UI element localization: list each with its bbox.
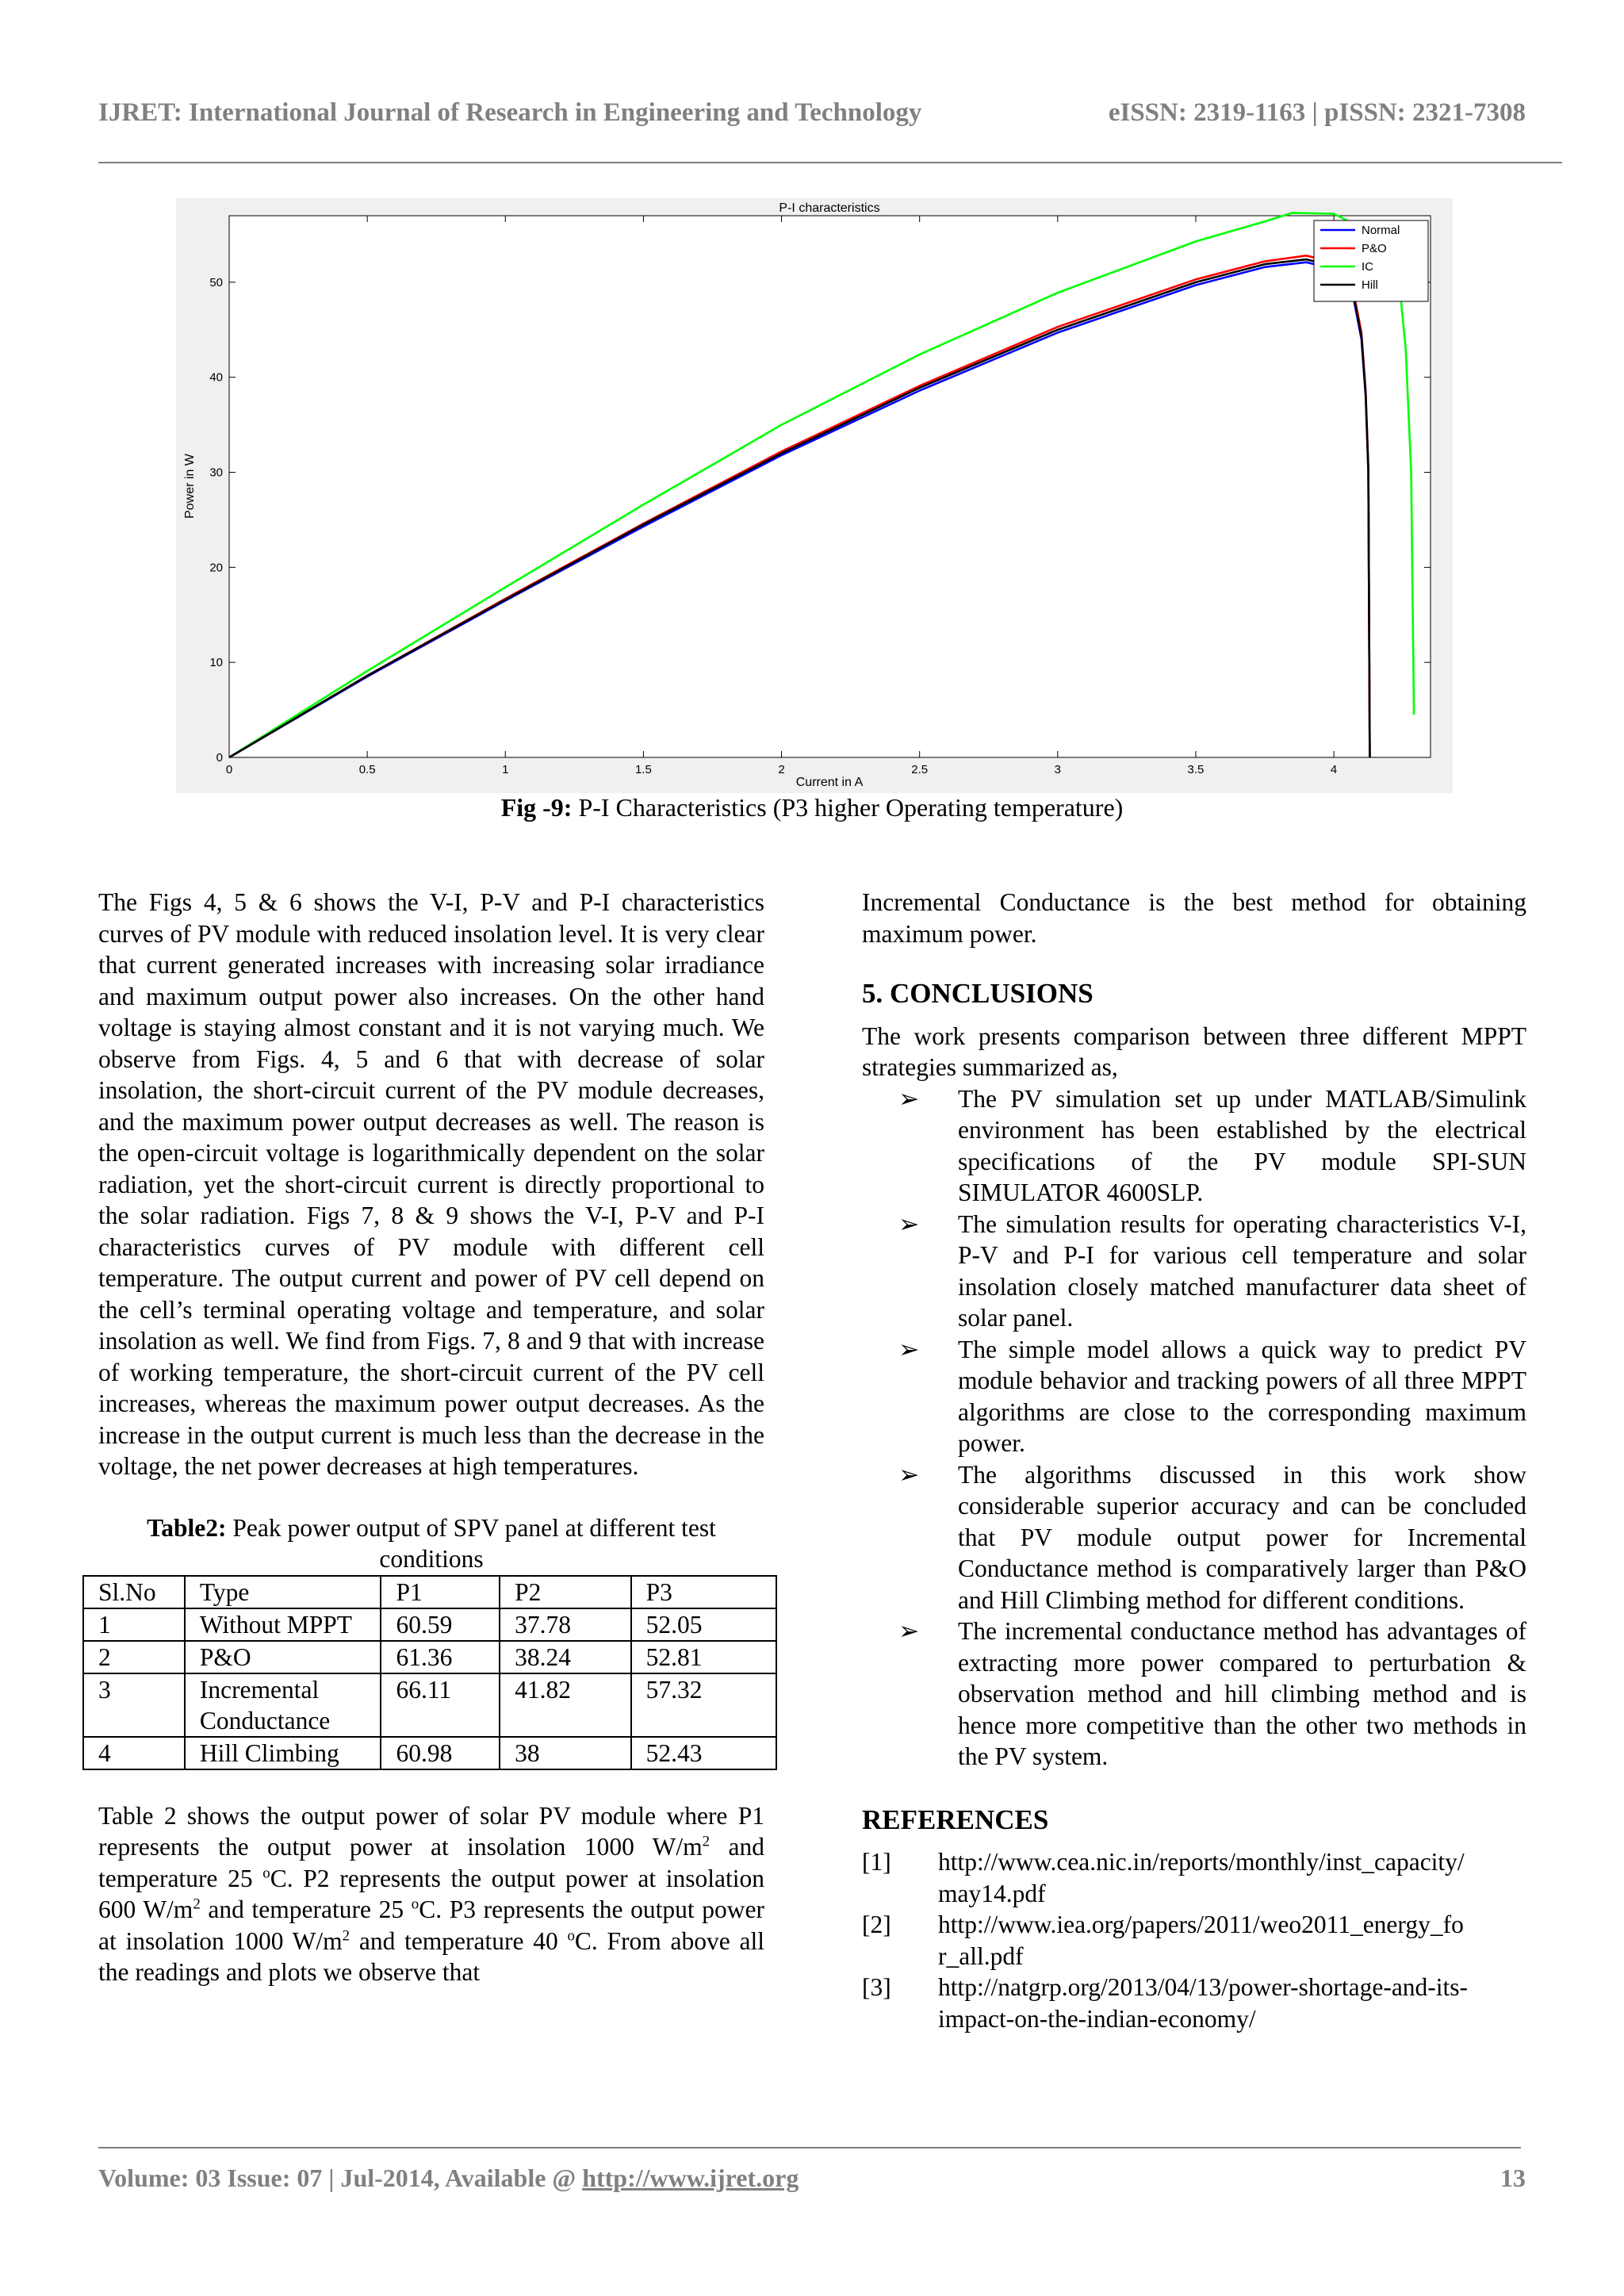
x-tick-label: 2.5: [911, 763, 929, 776]
list-item-text: The incremental conductance method has advantages of extracting more power compared to perturbation & observation method and hill climbing method and is hence more competitive than the other two methods in the PV system.: [958, 1617, 1526, 1770]
page-number: 13: [1500, 2164, 1526, 2192]
table-cell: 37.78: [500, 1608, 631, 1641]
table-cell: 41.82: [500, 1673, 631, 1737]
table-header-cell: P2: [500, 1576, 631, 1608]
arrow-bullet-icon: ➢: [898, 1335, 920, 1363]
table-cell: 60.59: [381, 1608, 500, 1641]
pi-chart: [176, 198, 1453, 793]
reference-url-line: http://www.cea.nic.in/reports/monthly/inst_capacity/: [938, 1848, 1465, 1876]
table-cell: 38.24: [500, 1641, 631, 1673]
y-tick-label: 50: [209, 275, 223, 289]
reference-number: [3]: [862, 1973, 891, 2001]
table-cell: 1: [83, 1608, 185, 1641]
table-caption-text: Peak power output of SPV panel at different test conditions: [226, 1513, 716, 1573]
list-item: [862, 1616, 1526, 1773]
table-cell: Without MPPT: [185, 1608, 381, 1641]
y-tick-label: 20: [209, 561, 223, 575]
y-tick-label: 40: [209, 370, 223, 385]
table-cell: Hill Climbing: [185, 1737, 381, 1769]
x-tick-label: 1.5: [634, 763, 652, 776]
superscript: 2: [342, 1927, 350, 1944]
table-row: [83, 1673, 776, 1737]
y-axis-label: Power in W: [183, 454, 197, 519]
body-paragraph-2: [98, 1800, 764, 1988]
table-row: [83, 1737, 776, 1769]
list-item-text: The simple model allows a quick way to predict PV module behavior and tracking powers of all three MPPT algorithms are close to the corresponding maximum power.: [958, 1335, 1526, 1457]
para2-part: and temperature 25: [98, 1833, 764, 1892]
arrow-bullet-icon: ➢: [898, 1209, 920, 1238]
table-cell: 52.43: [631, 1737, 776, 1769]
list-item-text: The simulation results for operating characteristics V-I, P-V and P-I for various cell temperature and solar insolation closely matched manufacturer data sheet of solar panel.: [958, 1209, 1526, 1332]
reference-number: [2]: [862, 1911, 891, 1938]
para2-part: C. P2 represents the output power at insolation 600 W/m: [98, 1864, 764, 1923]
reference-item: [862, 1846, 1526, 1909]
superscript: o: [411, 1895, 419, 1913]
conclusions-intro: The work presents comparison between three different MPPT strategies summarized as,: [862, 1022, 1526, 1081]
right-column: [862, 887, 1526, 2034]
table-cell: 38: [500, 1737, 631, 1769]
superscript: o: [262, 1865, 270, 1881]
reference-number: [1]: [862, 1848, 891, 1876]
table-cell: 57.32: [631, 1673, 776, 1737]
table-cell: 3: [83, 1673, 185, 1737]
table-cell: 4: [83, 1737, 185, 1769]
reference-url-line: r_all.pdf: [938, 1941, 1024, 1970]
chart-legend: [1314, 220, 1428, 301]
issn: eISSN: 2319-1163 | pISSN: 2321-7308: [1108, 98, 1526, 127]
arrow-bullet-icon: ➢: [898, 1617, 920, 1645]
legend-label: IC: [1362, 260, 1373, 274]
table-cell: 66.11: [381, 1673, 500, 1737]
x-tick-label: 4: [1330, 763, 1338, 776]
x-axis-label: Current in A: [795, 776, 864, 789]
arrow-bullet-icon: ➢: [898, 1460, 920, 1489]
figure-pi-characteristics: [176, 198, 1453, 793]
legend-label: Normal: [1362, 224, 1400, 237]
reference-url-line: impact-on-the-indian-economy/: [938, 2004, 1256, 2033]
table-cell: P&O: [185, 1641, 381, 1673]
superscript: o: [567, 1927, 575, 1944]
journal-title: IJRET: International Journal of Research in Engineering and Technology: [98, 98, 922, 127]
table-header-cell: Type: [185, 1576, 381, 1608]
x-tick-label: 3: [1054, 763, 1061, 776]
list-item: [862, 1459, 1526, 1616]
para2-part: Table 2 shows the output power of solar PV module where P1 represents the output power at insolation 1000 W/m: [98, 1801, 764, 1861]
table-header-cell: Sl.No: [83, 1576, 185, 1608]
x-tick-label: 1: [502, 763, 509, 776]
footer-text: Volume: 03 Issue: 07 | Jul-2014, Available @: [98, 2164, 583, 2192]
figure-caption: [0, 793, 1624, 822]
page-header: [98, 98, 1526, 138]
x-tick-label: 2: [778, 763, 785, 776]
references-heading: REFERENCES: [862, 1803, 1049, 1835]
table-header-row: [83, 1576, 776, 1608]
x-tick-label: 3.5: [1187, 763, 1205, 776]
legend-label: P&O: [1362, 242, 1387, 255]
superscript: 2: [702, 1833, 710, 1850]
table-cell: Incremental Conductance: [185, 1673, 381, 1737]
y-tick-label: 30: [209, 466, 223, 480]
table-cell: 52.81: [631, 1641, 776, 1673]
plot-area: [229, 216, 1431, 757]
conclusions-heading: 5. CONCLUSIONS: [862, 978, 1094, 1009]
reference-url-line: http://www.iea.org/papers/2011/weo2011_energy_fo: [938, 1911, 1464, 1938]
reference-item: [862, 1909, 1526, 1972]
reference-item: [862, 1972, 1526, 2034]
arrow-bullet-icon: ➢: [898, 1084, 920, 1113]
para2-part: C. From above all the readings and plots we observe that: [98, 1926, 765, 1986]
table-cell: 61.36: [381, 1641, 500, 1673]
reference-url-line: may14.pdf: [938, 1879, 1046, 1907]
footer-link[interactable]: http://www.ijret.org: [582, 2164, 799, 2192]
body-paragraph-continued: Incremental Conductance is the best method for obtaining maximum power.: [862, 888, 1526, 948]
table-header-cell: P3: [631, 1576, 776, 1608]
legend-label: Hill: [1362, 278, 1378, 292]
superscript: 2: [193, 1895, 201, 1913]
figure-caption-label: Fig -9:: [500, 793, 573, 822]
list-item-text: The algorithms discussed in this work show considerable superior accuracy and can be concluded that PV module output power for Incremental Conductance method is comparatively larger than P&O and Hill Climbing method for different conditions.: [958, 1460, 1526, 1614]
table-header-cell: P1: [381, 1576, 500, 1608]
para2-part: C. P3 represents the output power at insolation 1000 W/m: [98, 1895, 764, 1955]
x-tick-label: 0.5: [358, 763, 376, 776]
left-column: [98, 887, 764, 1988]
figure-caption-text: P-I Characteristics (P3 higher Operating temperature): [572, 793, 1124, 822]
header-rule: [98, 162, 1562, 163]
table-caption-label: Table2:: [147, 1513, 227, 1542]
y-tick-label: 0: [216, 751, 223, 765]
page-footer: [98, 2164, 1526, 2193]
table-row: [83, 1608, 776, 1641]
table-row: [83, 1641, 776, 1673]
table-caption: [98, 1512, 764, 1575]
list-item: [862, 1209, 1526, 1334]
list-item: [862, 1083, 1526, 1209]
para2-part: and temperature 25: [200, 1895, 412, 1923]
list-item-text: The PV simulation set up under MATLAB/Simulink environment has been established by the electrical specifications of the PV module SPI-SUN SIMULATOR 4600SLP.: [958, 1084, 1526, 1206]
body-paragraph-1: The Figs 4, 5 & 6 shows the V-I, P-V and P-I characteristics curves of PV module with reduced insolation level. It is very clear that current generated increases with increasing solar irradiance and maximum output power also increases. On the other hand voltage is staying almost constant and it is not varying much. We observe from Figs. 4, 5 and 6 that with decrease of solar insolation, the short-circuit current of the PV module decreases, and the maximum power output decreases as well. The reason is the open-circuit voltage is logarithmically dependent on the solar radiation, yet the short-circuit current is directly proportional to the solar radiation. Figs 7, 8 & 9 shows the V-I, P-V and P-I characteristics curves of PV module with different cell temperature. The output current and power of PV cell depend on the cell’s terminal operating voltage and temperature, and solar insolation as well. We find from Figs. 7, 8 and 9 that with increase of working temperature, the short-circuit current of the PV cell increases, whereas the maximum power output decreases. As the increase in the output current is much less than the decrease in the voltage, the net power decreases at high temperatures.: [98, 888, 764, 1480]
reference-url-line: http://natgrp.org/2013/04/13/power-shortage-and-its-: [938, 1973, 1469, 2001]
y-tick-label: 10: [209, 656, 223, 670]
list-item: [862, 1334, 1526, 1459]
table-cell: 2: [83, 1641, 185, 1673]
table-cell: 60.98: [381, 1737, 500, 1769]
para2-part: and temperature 40: [350, 1926, 568, 1955]
footer-rule: [98, 2147, 1521, 2148]
table-cell: 52.05: [631, 1608, 776, 1641]
x-tick-label: 0: [225, 763, 233, 776]
conclusions-list: [862, 1083, 1526, 1773]
peak-power-table: [82, 1575, 777, 1770]
chart-title: P-I characteristics: [779, 201, 880, 215]
